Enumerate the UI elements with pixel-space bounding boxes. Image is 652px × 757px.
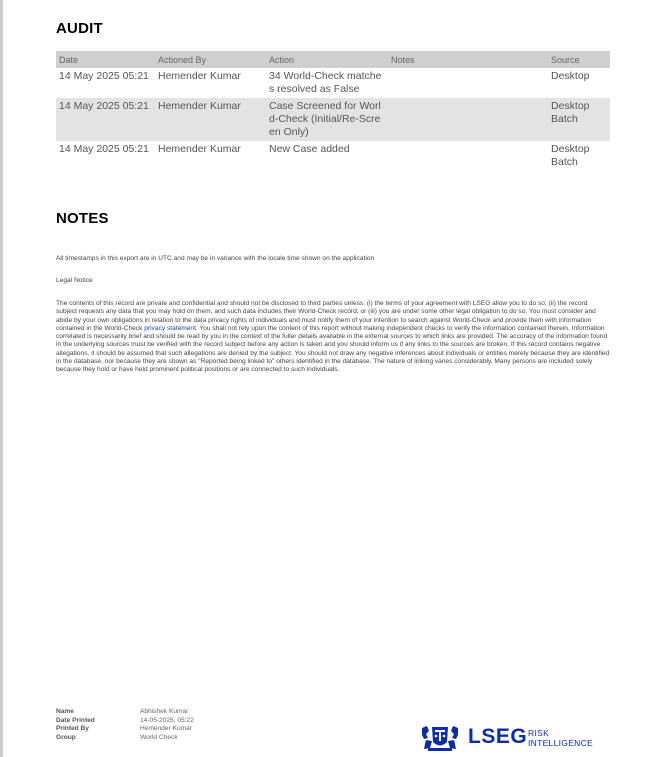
cell-source: Desktop Batch (551, 143, 590, 168)
cell-notes (388, 68, 548, 98)
meta-key: Date Printed (56, 716, 95, 724)
cell-date: 14 May 2025 05:21 (56, 98, 155, 141)
meta-value: Abhishek Kumar (140, 708, 189, 715)
meta-row-name (56, 708, 194, 717)
lseg-subtitle (528, 728, 593, 748)
cell-notes (388, 98, 548, 141)
legal-notice-text (56, 300, 610, 375)
meta-key: Printed By (56, 725, 89, 732)
page-edge (0, 0, 3, 757)
column-header-source: Source (548, 51, 610, 68)
meta-row-group (56, 734, 194, 743)
table-row (56, 98, 610, 141)
lseg-logo (420, 724, 610, 752)
cell-date: 14 May 2025 05:21 (59, 143, 149, 155)
meta-value: Hemender Kumar (140, 725, 193, 732)
legal-text-part-1: The contents of this record are private and confidential and should not be disclosed to third parties unless: (i) the terms of your agreement with LSEG allow you to do so; (ii) the record subject requests any data that you may hold on them, and such data includes their World-Check record; or (iii) you are under some other legal obligation to do so. You must consider and abide by your own obligations in relation to the data privacy rights of individuals and must notify them of your intention to search against World-Check and provide them with information contained in the World-Check (56, 300, 596, 332)
lseg-subtitle-line-1: RISK (528, 728, 550, 738)
meta-key: Group (56, 733, 76, 741)
cell-actioned-by: Hemender Kumar (158, 143, 241, 155)
table-row (56, 68, 610, 98)
cell-date: 14 May 2025 05:21 (59, 70, 149, 82)
cell-source: Desktop Batch (548, 98, 610, 141)
column-header-actioned-by: Actioned By (155, 51, 266, 68)
cell-action: 34 World-Check matches resolved as False (269, 70, 382, 95)
cell-source: Desktop (551, 70, 590, 82)
column-header-action: Action (266, 51, 388, 68)
audit-header-row (56, 51, 610, 68)
timestamp-note: All timestamps in this export are in UTC and may be in variance with the locale time shown on the application (56, 255, 375, 262)
table-row (56, 141, 610, 173)
audit-heading: AUDIT (56, 20, 103, 37)
cell-action: New Case added (269, 143, 350, 155)
meta-row-date-printed (56, 717, 194, 726)
lseg-wordmark: LSEG (468, 725, 528, 748)
legal-notice-title: Legal Notice (56, 277, 93, 284)
lseg-crest-icon (420, 724, 460, 752)
column-header-date: Date (56, 51, 155, 68)
notes-heading: NOTES (56, 210, 109, 227)
legal-text-part-2: . You shall not rely upon the content of this report without making independent checks to verify the information contained therein. Information correlated is necessarily brief and should be read by you in the context of the fuller details available in the external sources to which links are provided. The accuracy of the information found in the underlying sources must be verified with the record subject before any action is taken and you should inform us if any links to the sources are broken. If this record contains negative allegations, it should be assumed that such allegations are denied by the subject. You should not draw any negative inferences about individuals or entities merely because they are identified in the database, nor because they are shown as "Reported being linked to" others identified in the database. The nature of linking varies considerably. Many persons are included solely because they hold or have held prominent political positions or are connected to such individuals. (56, 324, 610, 374)
meta-value: 14-05-2025, 05:22 (140, 716, 194, 724)
column-header-notes: Notes (388, 51, 548, 68)
cell-actioned-by: Hemender Kumar (158, 70, 241, 82)
audit-table (56, 51, 610, 173)
print-metadata (56, 708, 194, 742)
meta-key: Name (56, 708, 74, 715)
lseg-subtitle-line-2: INTELLIGENCE (528, 738, 594, 748)
cell-actioned-by: Hemender Kumar (155, 98, 266, 141)
cell-notes (388, 141, 548, 173)
meta-row-printed-by (56, 725, 194, 734)
privacy-statement-link[interactable]: privacy statement (144, 324, 196, 332)
cell-action: Case Screened for World-Check (Initial/Re-Screen Only) (266, 98, 388, 141)
meta-value: World Check (140, 733, 178, 741)
